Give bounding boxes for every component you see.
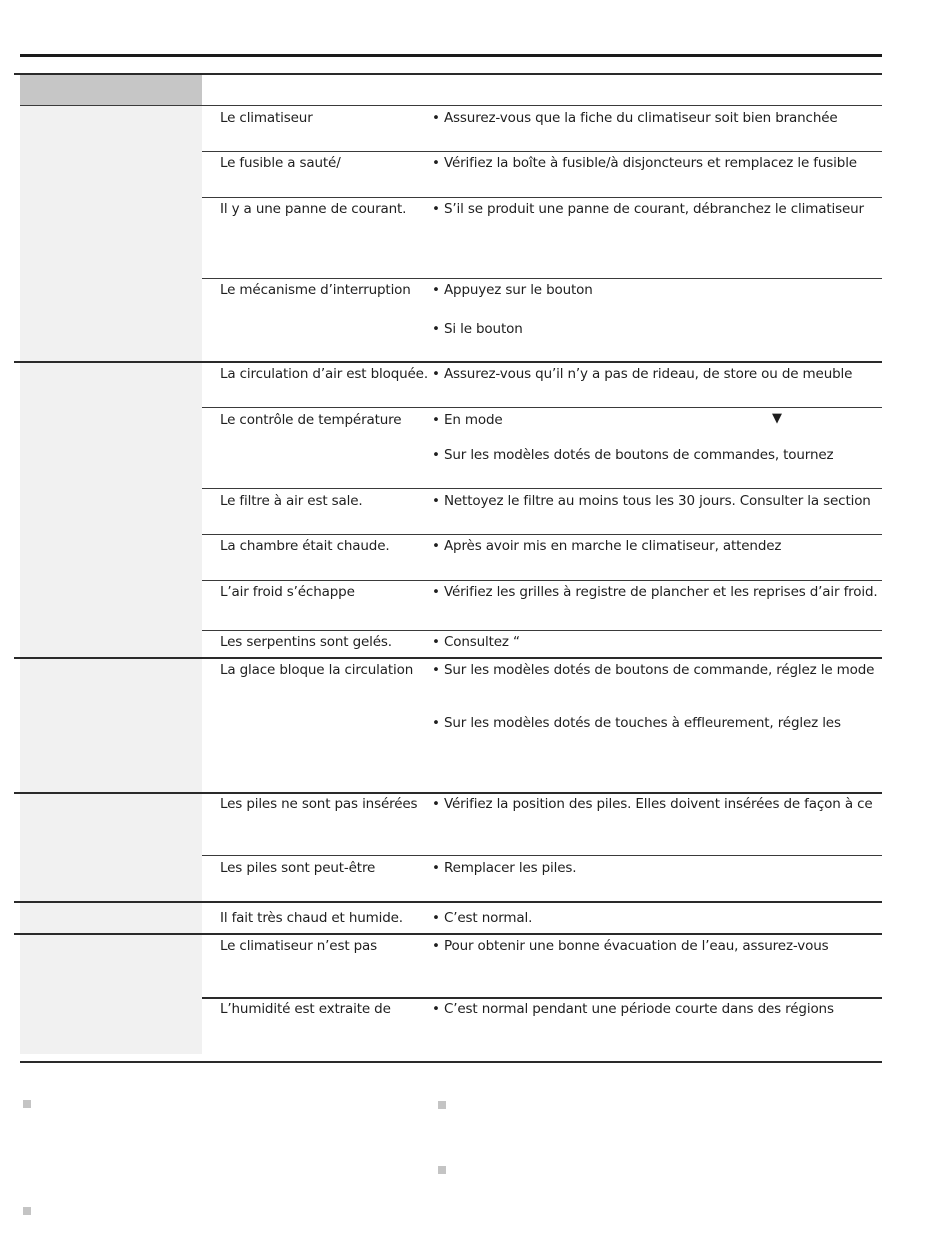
down-arrow-icon: ▼ <box>772 411 782 426</box>
group-divider <box>14 901 882 903</box>
row-divider <box>202 630 882 631</box>
solution-text: • Appuyez sur le bouton <box>432 282 593 298</box>
row-divider <box>202 997 882 999</box>
solution-text: • Vérifiez les grilles à registre de plancher et les reprises d’air froid. <box>432 584 878 600</box>
cause-text: La circulation d’air est bloquée. <box>220 366 428 382</box>
cause-text: Le filtre à air est sale. <box>220 493 363 509</box>
cause-text: Les piles sont peut-être <box>220 860 376 876</box>
table-header-cell <box>20 75 202 106</box>
solution-text: • Vérifiez la position des piles. Elles doivent insérées de façon à ce <box>432 796 873 812</box>
solution-text: • Après avoir mis en marche le climatiseur, attendez <box>432 538 782 554</box>
row-divider <box>202 407 882 408</box>
cause-text: Les serpentins sont gelés. <box>220 634 392 650</box>
row-divider <box>202 580 882 581</box>
solution-text: • Consultez “ <box>432 634 520 650</box>
cause-text: Le fusible a sauté/ <box>220 155 341 171</box>
group-divider <box>14 361 882 363</box>
row-divider <box>20 105 882 106</box>
cause-text: La chambre était chaude. <box>220 538 390 554</box>
cause-text: L’air froid s’échappe <box>220 584 355 600</box>
group-divider <box>14 792 882 794</box>
row-divider <box>202 534 882 535</box>
solution-text: • Assurez-vous que la fiche du climatiseur soit bien branchée <box>432 110 838 126</box>
cause-text: Le climatiseur n’est pas <box>220 938 378 954</box>
group-divider <box>14 933 882 935</box>
solution-text: • C’est normal pendant une période courte dans des régions <box>432 1001 834 1017</box>
cause-text: La glace bloque la circulation <box>220 662 414 678</box>
cause-text: Il fait très chaud et humide. <box>220 910 403 926</box>
solution-text: • Si le bouton <box>432 321 523 337</box>
row-divider <box>202 278 882 279</box>
square-bullet-icon <box>438 1101 446 1109</box>
square-bullet-icon <box>23 1207 31 1215</box>
solution-text: • Sur les modèles dotés de touches à effleurement, réglez les <box>432 715 841 731</box>
cause-text: Il y a une panne de courant. <box>220 201 407 217</box>
row-divider <box>202 197 882 198</box>
row-divider <box>202 855 882 856</box>
solution-text: • Sur les modèles dotés de boutons de commandes, tournez <box>432 447 834 463</box>
solution-text: • C’est normal. <box>432 910 533 926</box>
row-divider <box>202 151 882 152</box>
problem-column <box>20 106 202 1054</box>
solution-text: • Vérifiez la boîte à fusible/à disjoncteurs et remplacez le fusible <box>432 155 857 171</box>
solution-text: • Sur les modèles dotés de boutons de commande, réglez le mode <box>432 662 875 678</box>
bottom-rule <box>20 1061 882 1063</box>
square-bullet-icon <box>23 1100 31 1108</box>
top-rule <box>20 54 882 57</box>
solution-text: • Assurez-vous qu’il n’y a pas de rideau, de store ou de meuble <box>432 366 853 382</box>
solution-text: • S’il se produit une panne de courant, débranchez le climatiseur <box>432 201 864 217</box>
cause-text: Les piles ne sont pas insérées <box>220 796 418 812</box>
group-divider <box>14 657 882 659</box>
cause-text: Le contrôle de température <box>220 412 402 428</box>
cause-text: Le mécanisme d’interruption <box>220 282 411 298</box>
solution-text: • Remplacer les piles. <box>432 860 577 876</box>
solution-text: • Pour obtenir une bonne évacuation de l’eau, assurez-vous <box>432 938 829 954</box>
square-bullet-icon <box>438 1166 446 1174</box>
cause-text: Le climatiseur <box>220 110 313 126</box>
row-divider <box>202 488 882 489</box>
solution-text: • Nettoyez le filtre au moins tous les 30 jours. Consulter la section <box>432 493 871 509</box>
cause-text: L’humidité est extraite de <box>220 1001 391 1017</box>
solution-text: • En mode <box>432 412 503 428</box>
